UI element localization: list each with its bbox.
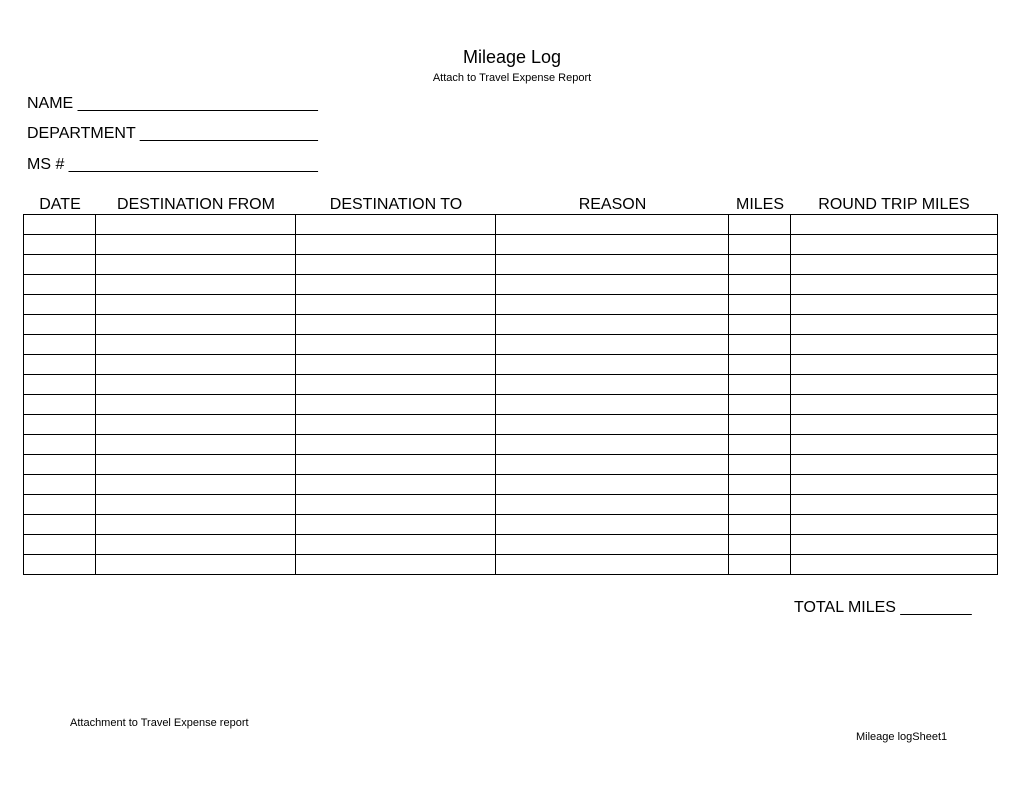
cell-round-trip-miles[interactable] (791, 295, 998, 315)
total-miles-blank[interactable]: ________ (900, 599, 972, 616)
table-row (24, 295, 998, 315)
cell-reason[interactable] (496, 215, 729, 235)
cell-miles[interactable] (729, 275, 791, 295)
cell-destination-to[interactable] (296, 335, 496, 355)
cell-miles[interactable] (729, 515, 791, 535)
cell-destination-to[interactable] (296, 295, 496, 315)
cell-destination-from[interactable] (96, 455, 296, 475)
cell-date[interactable] (24, 435, 96, 455)
cell-miles[interactable] (729, 535, 791, 555)
cell-miles[interactable] (729, 435, 791, 455)
cell-destination-from[interactable] (96, 495, 296, 515)
cell-round-trip-miles[interactable] (791, 535, 998, 555)
cell-destination-from[interactable] (96, 315, 296, 335)
cell-reason[interactable] (496, 295, 729, 315)
cell-date[interactable] (24, 255, 96, 275)
cell-miles[interactable] (729, 495, 791, 515)
cell-date[interactable] (24, 355, 96, 375)
page-title: Mileage Log (462, 47, 562, 67)
ms-field[interactable] (27, 155, 318, 175)
cell-round-trip-miles[interactable] (791, 455, 998, 475)
cell-miles[interactable] (729, 375, 791, 395)
table-row (24, 555, 998, 575)
cell-destination-from[interactable] (96, 435, 296, 455)
cell-destination-to[interactable] (296, 395, 496, 415)
cell-date[interactable] (24, 495, 96, 515)
mileage-table (23, 214, 998, 575)
cell-destination-to[interactable] (296, 495, 496, 515)
cell-reason[interactable] (496, 535, 729, 555)
table-row (24, 515, 998, 535)
table-row (24, 375, 998, 395)
footer-left-text: Attachment to Travel Expense report (70, 717, 249, 729)
cell-destination-to[interactable] (296, 555, 496, 575)
cell-destination-to[interactable] (296, 435, 496, 455)
cell-destination-from[interactable] (96, 515, 296, 535)
cell-destination-to[interactable] (296, 475, 496, 495)
cell-destination-to[interactable] (296, 355, 496, 375)
table-row (24, 235, 998, 255)
cell-round-trip-miles[interactable] (791, 235, 998, 255)
column-header-miles: MILES (735, 196, 784, 213)
table-row (24, 315, 998, 335)
cell-destination-to[interactable] (296, 375, 496, 395)
cell-destination-from[interactable] (96, 475, 296, 495)
cell-reason[interactable] (496, 455, 729, 475)
cell-destination-to[interactable] (296, 415, 496, 435)
table-row (24, 395, 998, 415)
table-row (24, 535, 998, 555)
cell-reason[interactable] (496, 515, 729, 535)
cell-reason[interactable] (496, 415, 729, 435)
table-row (24, 415, 998, 435)
cell-miles[interactable] (729, 415, 791, 435)
cell-date[interactable] (24, 535, 96, 555)
cell-round-trip-miles[interactable] (791, 435, 998, 455)
cell-reason[interactable] (496, 495, 729, 515)
cell-round-trip-miles[interactable] (791, 275, 998, 295)
cell-destination-from[interactable] (96, 355, 296, 375)
cell-round-trip-miles[interactable] (791, 335, 998, 355)
page-subtitle: Attach to Travel Expense Report (432, 72, 592, 84)
cell-destination-from[interactable] (96, 395, 296, 415)
cell-round-trip-miles[interactable] (791, 555, 998, 575)
cell-reason[interactable] (496, 475, 729, 495)
cell-date[interactable] (24, 335, 96, 355)
cell-destination-to[interactable] (296, 315, 496, 335)
cell-miles[interactable] (729, 395, 791, 415)
cell-destination-to[interactable] (296, 515, 496, 535)
column-header-destination-from: DESTINATION FROM (117, 196, 275, 213)
cell-destination-from[interactable] (96, 535, 296, 555)
cell-date[interactable] (24, 295, 96, 315)
cell-miles[interactable] (729, 295, 791, 315)
cell-miles[interactable] (729, 235, 791, 255)
cell-date[interactable] (24, 235, 96, 255)
name-label: NAME (27, 95, 74, 112)
cell-destination-from[interactable] (96, 295, 296, 315)
cell-round-trip-miles[interactable] (791, 395, 998, 415)
cell-date[interactable] (24, 275, 96, 295)
cell-destination-to[interactable] (296, 535, 496, 555)
cell-round-trip-miles[interactable] (791, 475, 998, 495)
cell-date[interactable] (24, 395, 96, 415)
cell-destination-to[interactable] (296, 255, 496, 275)
cell-reason[interactable] (496, 335, 729, 355)
cell-reason[interactable] (496, 315, 729, 335)
cell-reason[interactable] (496, 375, 729, 395)
total-miles-field[interactable] (794, 598, 972, 618)
cell-round-trip-miles[interactable] (791, 495, 998, 515)
cell-miles[interactable] (729, 455, 791, 475)
table-row (24, 495, 998, 515)
table-row (24, 355, 998, 375)
column-header-reason: REASON (578, 196, 647, 213)
cell-date[interactable] (24, 555, 96, 575)
ms-label: MS # (27, 156, 65, 173)
cell-miles[interactable] (729, 215, 791, 235)
cell-destination-to[interactable] (296, 275, 496, 295)
cell-miles[interactable] (729, 335, 791, 355)
name-blank[interactable]: ___________________________ (77, 95, 318, 112)
cell-miles[interactable] (729, 255, 791, 275)
column-header-date: DATE (39, 196, 81, 213)
column-header-destination-to: DESTINATION TO (329, 196, 463, 213)
cell-miles[interactable] (729, 475, 791, 495)
cell-destination-to[interactable] (296, 455, 496, 475)
table-row (24, 455, 998, 475)
total-miles-label: TOTAL MILES (794, 599, 896, 616)
table-row (24, 475, 998, 495)
cell-reason[interactable] (496, 255, 729, 275)
cell-reason[interactable] (496, 435, 729, 455)
cell-miles[interactable] (729, 355, 791, 375)
cell-date[interactable] (24, 215, 96, 235)
cell-round-trip-miles[interactable] (791, 515, 998, 535)
cell-round-trip-miles[interactable] (791, 355, 998, 375)
ms-blank[interactable]: ____________________________ (68, 156, 318, 173)
cell-miles[interactable] (729, 315, 791, 335)
cell-destination-from[interactable] (96, 275, 296, 295)
cell-destination-from[interactable] (96, 415, 296, 435)
cell-destination-from[interactable] (96, 375, 296, 395)
cell-reason[interactable] (496, 235, 729, 255)
cell-round-trip-miles[interactable] (791, 315, 998, 335)
cell-round-trip-miles[interactable] (791, 255, 998, 275)
department-field[interactable] (27, 124, 318, 144)
cell-destination-from[interactable] (96, 215, 296, 235)
cell-date[interactable] (24, 515, 96, 535)
cell-destination-to[interactable] (296, 235, 496, 255)
table-row (24, 335, 998, 355)
footer-sheet-label: Mileage logSheet1 (856, 731, 948, 743)
cell-date[interactable] (24, 475, 96, 495)
column-header-round-trip-miles: ROUND TRIP MILES (818, 196, 970, 213)
cell-destination-from[interactable] (96, 555, 296, 575)
cell-reason[interactable] (496, 355, 729, 375)
cell-destination-from[interactable] (96, 335, 296, 355)
cell-destination-to[interactable] (296, 215, 496, 235)
cell-round-trip-miles[interactable] (791, 375, 998, 395)
cell-reason[interactable] (496, 275, 729, 295)
department-label: DEPARTMENT (27, 125, 136, 142)
cell-date[interactable] (24, 375, 96, 395)
department-blank[interactable]: ____________________ (139, 125, 318, 142)
cell-reason[interactable] (496, 395, 729, 415)
table-row (24, 435, 998, 455)
cell-date[interactable] (24, 315, 96, 335)
table-row (24, 275, 998, 295)
cell-date[interactable] (24, 415, 96, 435)
cell-destination-from[interactable] (96, 255, 296, 275)
table-row (24, 255, 998, 275)
cell-reason[interactable] (496, 555, 729, 575)
cell-round-trip-miles[interactable] (791, 215, 998, 235)
cell-miles[interactable] (729, 555, 791, 575)
cell-date[interactable] (24, 455, 96, 475)
name-field[interactable] (27, 94, 318, 114)
cell-round-trip-miles[interactable] (791, 415, 998, 435)
cell-destination-from[interactable] (96, 235, 296, 255)
table-row (24, 215, 998, 235)
